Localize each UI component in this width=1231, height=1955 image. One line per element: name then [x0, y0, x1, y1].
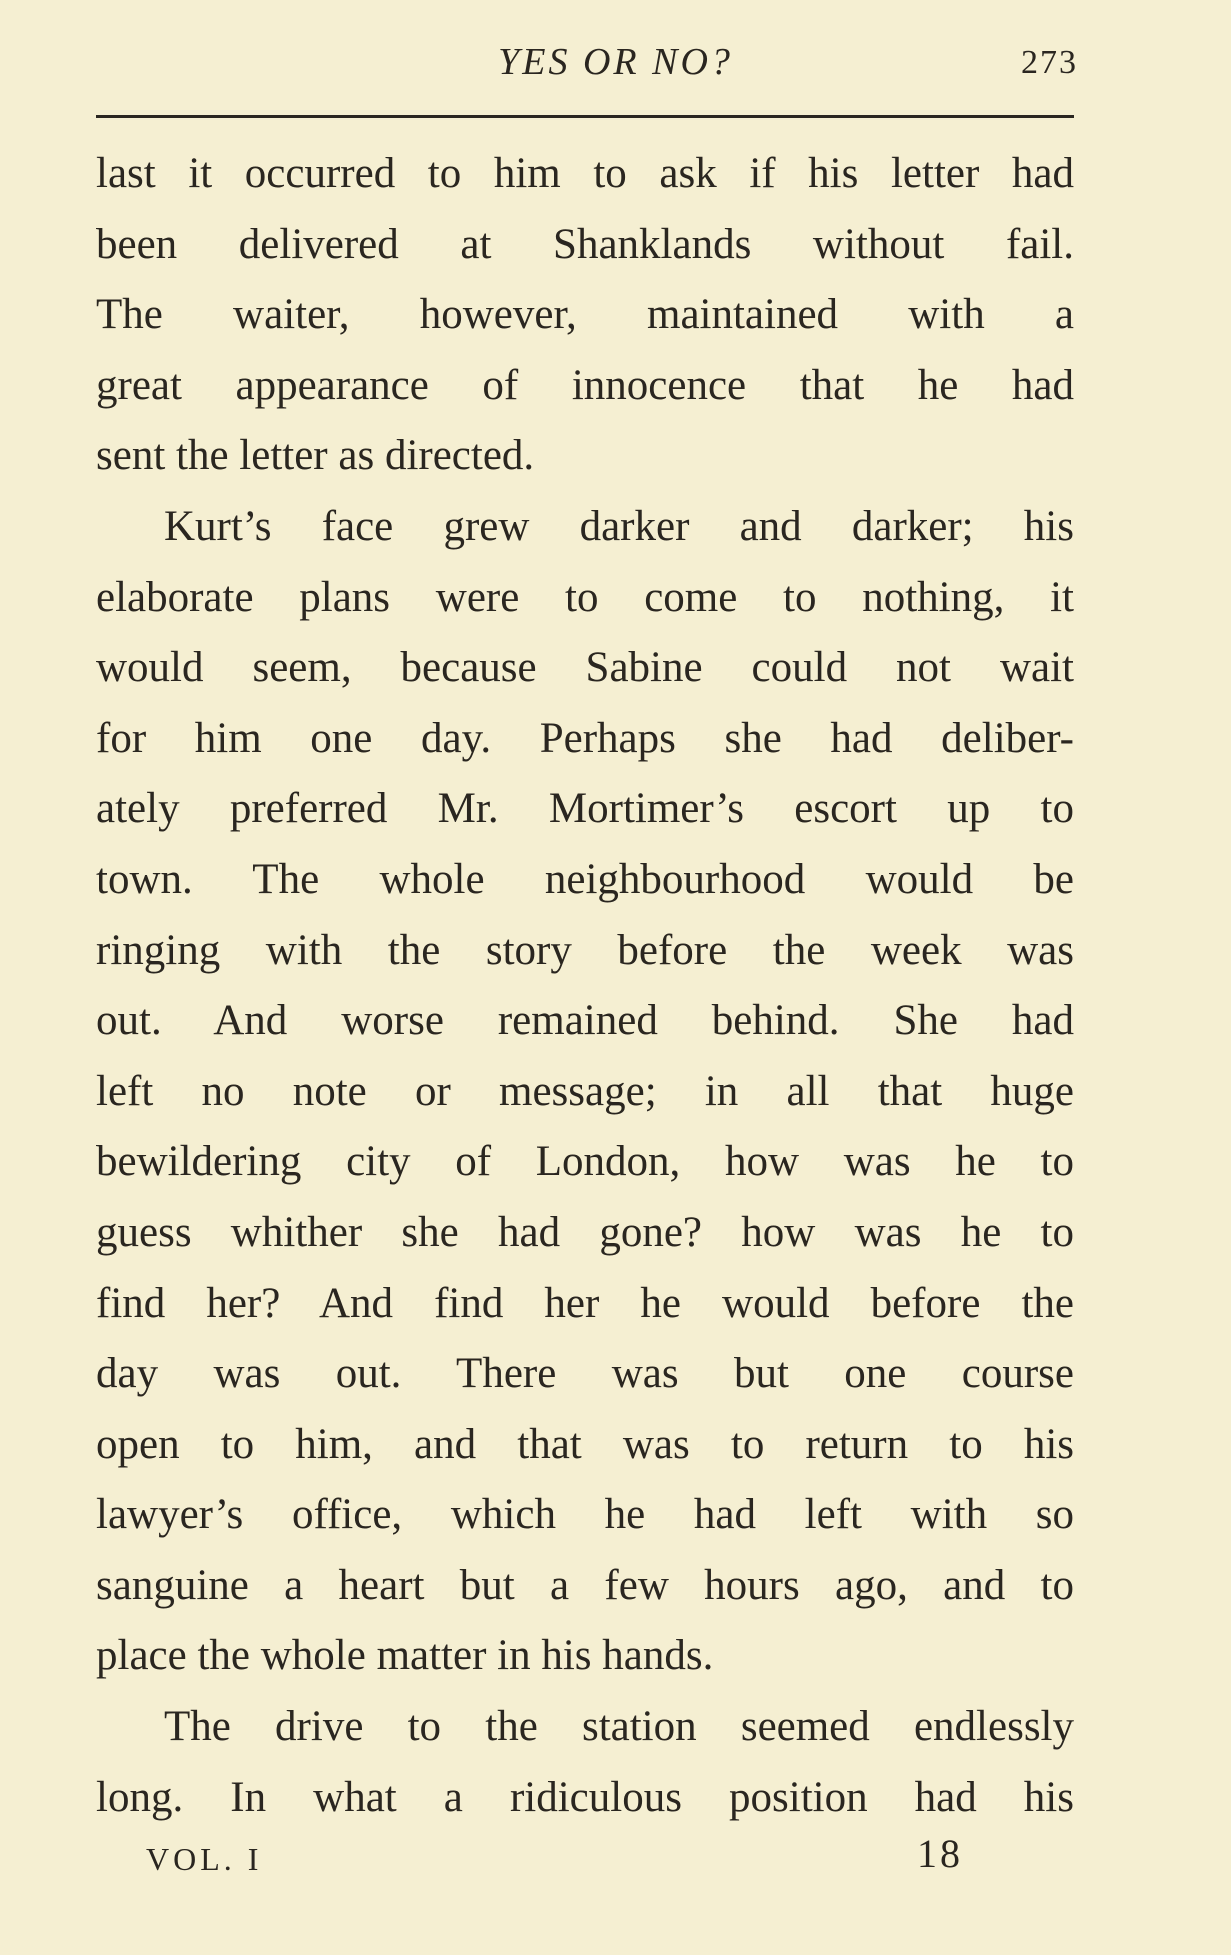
- text-line: long. In what a ridiculous position had his: [96, 1773, 1074, 1821]
- text-line: ately preferred Mr. Mortimer’s escort up to: [96, 785, 1074, 833]
- text-line: last it occurred to him to ask if his letter had: [96, 150, 1074, 197]
- text-line: The waiter, however, maintained with a: [96, 291, 1074, 339]
- text-line: sent the letter as directed.: [96, 432, 535, 480]
- text-line: left no note or message; in all that huge: [96, 1067, 1074, 1115]
- text-line: town. The whole neighbourhood would be: [96, 855, 1074, 903]
- signature-mark: 18: [917, 1831, 963, 1876]
- text-line: been delivered at Shanklands without fail.: [96, 220, 1074, 268]
- text-line: out. And worse remained behind. She had: [96, 997, 1074, 1045]
- running-title: YES OR NO?: [498, 41, 733, 83]
- volume-signature: VOL. I: [146, 1841, 263, 1877]
- text-line: for him one day. Perhaps she had deliber-: [96, 714, 1074, 762]
- page-number: 273: [1021, 44, 1078, 81]
- text-line: find her? And find her he would before the: [96, 1279, 1074, 1327]
- body-text: [96, 139, 1074, 1833]
- text-line: would seem, because Sabine could not wait: [96, 644, 1074, 692]
- text-line: day was out. There was but one course: [96, 1350, 1074, 1398]
- text-line: elaborate plans were to come to nothing, it: [96, 573, 1074, 621]
- text-line: sanguine a heart but a few hours ago, and to: [96, 1561, 1074, 1609]
- text-line: place the whole matter in his hands.: [96, 1632, 714, 1680]
- text-line: Kurt’s face grew darker and darker; his: [164, 502, 1074, 550]
- text-line: great appearance of innocence that he had: [96, 361, 1074, 409]
- text-line: lawyer’s office, which he had left with so: [96, 1491, 1074, 1539]
- text-line: The drive to the station seemed endlessly: [164, 1703, 1074, 1751]
- text-line: open to him, and that was to return to his: [96, 1420, 1074, 1468]
- header-rule: [96, 115, 1074, 118]
- text-line: guess whither she had gone? how was he to: [96, 1208, 1074, 1256]
- text-line: bewildering city of London, how was he to: [96, 1138, 1074, 1186]
- text-line: ringing with the story before the week was: [96, 926, 1074, 974]
